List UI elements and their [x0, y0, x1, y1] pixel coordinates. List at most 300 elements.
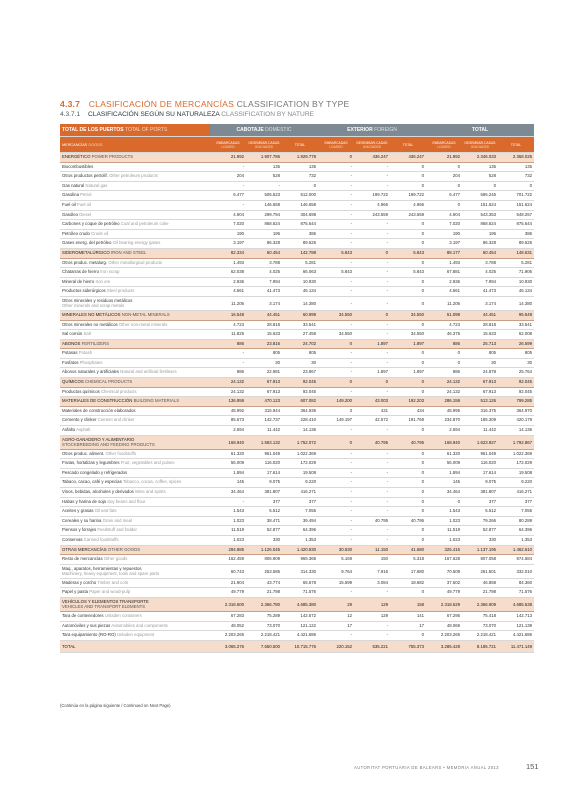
table-cell: 4.421.686	[282, 631, 318, 641]
row-label: Materiales de construcción elaborados	[60, 406, 210, 416]
table-cell: -	[354, 330, 390, 340]
table-cell: 799.285	[498, 397, 534, 407]
table-column-header	[60, 137, 534, 153]
table-cell: 253.585	[246, 564, 282, 578]
table-cell: 1.462.610	[498, 545, 534, 555]
table-cell: -	[354, 449, 390, 459]
table-cell: 330	[246, 535, 282, 545]
table-cell: -	[354, 588, 390, 598]
table-cell: -	[318, 229, 354, 239]
table-cell: 377	[282, 497, 318, 507]
table-cell: 30	[282, 358, 318, 368]
table-cell: 52.877	[246, 526, 282, 536]
table-cell: 961.049	[246, 449, 282, 459]
table-cell: 62.008	[498, 330, 534, 340]
row-label: Automóviles y sus piezas Automobiles and components	[60, 621, 210, 631]
table-cell: 806.909	[246, 555, 282, 565]
table-cell: 2.694	[210, 426, 246, 436]
table-cell: 4.661	[426, 287, 462, 297]
table-cell: 6.477	[426, 191, 462, 201]
table-row	[60, 468, 534, 478]
table-cell: 190	[426, 229, 462, 239]
table-row	[60, 416, 534, 426]
table-cell: 875.644	[498, 220, 534, 230]
table-cell: 607.082	[282, 397, 318, 407]
table-cell: 0	[354, 248, 390, 258]
table-cell: 974.684	[498, 555, 534, 565]
table-cell: 46.134	[498, 287, 534, 297]
table-cell: 3.065.276	[210, 640, 246, 652]
table-cell: 0	[390, 296, 426, 310]
table-cell: 243.559	[354, 210, 390, 220]
table-cell: -	[354, 239, 390, 249]
table-cell: 17.680	[390, 564, 426, 578]
table-cell: 386	[282, 229, 318, 239]
table-cell: 1.897	[390, 339, 426, 349]
row-label: Piensos y forrajes Feedstuff and fodder	[60, 526, 210, 536]
table-row	[60, 488, 534, 498]
table-cell: 41.680	[390, 545, 426, 555]
table-cell: -	[318, 368, 354, 378]
category-row	[60, 153, 534, 163]
table-cell: 2.936	[426, 277, 462, 287]
table-cell: -	[354, 478, 390, 488]
row-label: Tabaco, cacao, café y especias Tobacco, cocoa, coffee, spices	[60, 478, 210, 488]
table-cell: 2.318.629	[426, 597, 462, 611]
category-row	[60, 310, 534, 320]
table-cell: 11.442	[246, 426, 282, 436]
table-row	[60, 287, 534, 297]
table-cell: 0	[390, 181, 426, 191]
column-unloaded: DESEMBAR-CADAS UNLOADED	[462, 137, 498, 153]
table-cell: -	[354, 621, 390, 631]
table-cell: 44.451	[246, 310, 282, 320]
row-label: Otros produc. aliment. Other foodstuffs	[60, 449, 210, 459]
table-row	[60, 555, 534, 565]
table-cell: 92.045	[282, 387, 318, 397]
table-cell: 2.936	[210, 277, 246, 287]
table-cell: -	[318, 459, 354, 469]
table-cell: 65.678	[282, 578, 318, 588]
row-label: Asfalto Asphalt	[60, 426, 210, 436]
table-cell: 21.992	[426, 153, 462, 163]
table-cell: 5.843	[318, 268, 354, 278]
row-label: Abonos naturales y artificiales Natural and artificial fertilisers	[60, 368, 210, 378]
table-cell: -	[318, 239, 354, 249]
table-cell: 535.221	[354, 640, 390, 652]
table-cell: 1.022.369	[498, 449, 534, 459]
table-cell: 64.396	[498, 526, 534, 536]
table-cell: 0	[390, 358, 426, 368]
table-cell: -	[354, 181, 390, 191]
table-cell: 148.631	[498, 248, 534, 258]
table-cell: 34.550	[390, 330, 426, 340]
table-cell: 513.126	[462, 397, 498, 407]
row-label: Conservas Canned foodstuffs	[60, 535, 210, 545]
table-cell: 1.894	[210, 468, 246, 478]
table-cell: 73.070	[246, 621, 282, 631]
table-cell: 1.420.930	[282, 545, 318, 555]
table-cell: 961.049	[462, 449, 498, 459]
group-domestic: CABOTAJE DOMESTIC	[210, 124, 318, 137]
table-cell: 304.698	[282, 210, 318, 220]
table-cell: 2.318.600	[210, 597, 246, 611]
table-cell: 1.897	[354, 368, 390, 378]
table-cell: -	[318, 449, 354, 459]
table-cell: 0	[390, 478, 426, 488]
table-cell: 886	[210, 339, 246, 349]
table-cell: -	[354, 535, 390, 545]
table-cell: 62.038	[210, 268, 246, 278]
table-cell: 377	[246, 497, 282, 507]
table-cell: 294.885	[210, 545, 246, 555]
table-cell: 2.366.780	[246, 597, 282, 611]
row-label: Biocombustibles	[60, 162, 210, 172]
table-cell: 4.025	[246, 268, 282, 278]
category-row	[60, 248, 534, 258]
table-cell: 11.150	[354, 545, 390, 555]
category-row	[60, 545, 534, 555]
table-cell: 0	[390, 162, 426, 172]
table-cell: -	[210, 358, 246, 368]
table-cell: 4.685.380	[282, 597, 318, 611]
table-cell: 0	[390, 497, 426, 507]
table-cell: 5.281	[282, 258, 318, 268]
table-row	[60, 277, 534, 287]
table-cell: 199.722	[354, 191, 390, 201]
table-cell: 52.877	[462, 526, 498, 536]
table-cell: 377	[462, 497, 498, 507]
table-cell: 172.029	[282, 459, 318, 469]
table-cell: 886	[210, 368, 246, 378]
table-cell: 88.177	[426, 248, 462, 258]
table-cell: 66.063	[282, 268, 318, 278]
table-cell: 196	[462, 229, 498, 239]
table-group-header	[60, 124, 534, 137]
table-cell: 24.132	[210, 378, 246, 388]
table-cell: 4.904	[210, 210, 246, 220]
table-cell: -	[210, 497, 246, 507]
table-cell: 30	[246, 358, 282, 368]
row-label: QUÍMICOS CHEMICAL PRODUCTS	[60, 378, 210, 388]
table-cell: 43.003	[354, 397, 390, 407]
total-row	[60, 640, 534, 652]
table-cell: 56.009	[426, 459, 462, 469]
table-cell: 73.070	[462, 621, 498, 631]
table-cell: 1.929.778	[282, 153, 318, 163]
table-row	[60, 631, 534, 641]
table-cell: 416.271	[282, 488, 318, 498]
table-cell: 121.122	[282, 621, 318, 631]
table-cell: 30	[462, 358, 498, 368]
table-row	[60, 459, 534, 469]
table-cell: 51.098	[426, 310, 462, 320]
table-cell: -	[354, 387, 390, 397]
table-cell: 86.328	[462, 239, 498, 249]
table-cell: 48.995	[426, 406, 462, 416]
table-cell: -	[210, 200, 246, 210]
table-cell: 386	[498, 229, 534, 239]
table-cell: -	[354, 358, 390, 368]
row-label: MINERALES NO METÁLICOS NON-METAL MINERALS	[60, 310, 210, 320]
subsection-heading	[60, 111, 314, 118]
table-cell: 12	[318, 611, 354, 621]
table-cell: -	[318, 516, 354, 526]
table-row	[60, 268, 534, 278]
row-label: Fuel oil Fuel oil	[60, 200, 210, 210]
table-cell: 364.970	[498, 406, 534, 416]
table-corner-label: TOTAL DE LOS PUERTOS TOTAL OF PORTS	[60, 124, 210, 137]
row-label: Otros minerales y residuos metálicos Other minerals and scrap metals	[60, 296, 210, 310]
table-cell: 14.136	[282, 426, 318, 436]
row-label: TOTAL	[60, 640, 210, 652]
table-cell: 15.633	[462, 330, 498, 340]
table-cell: 2.694	[426, 426, 462, 436]
table-cell: 436.247	[390, 153, 426, 163]
table-cell: -	[318, 349, 354, 359]
column-total: TOTAL	[282, 137, 318, 153]
table-cell: 192.203	[390, 397, 426, 407]
table-cell: 46.375	[426, 330, 462, 340]
table-cell: 29	[318, 597, 354, 611]
table-cell: 33.541	[498, 320, 534, 330]
table-cell: 3.788	[246, 258, 282, 268]
table-cell: 60.743	[210, 564, 246, 578]
table-cell: 11.442	[462, 426, 498, 436]
row-label: Habas y harina de soja Soy beans and flour	[60, 497, 210, 507]
table-cell: 0	[390, 387, 426, 397]
table-row	[60, 406, 534, 416]
table-cell: -	[210, 349, 246, 359]
table-cell: 0	[390, 468, 426, 478]
table-cell: 14.380	[282, 296, 318, 310]
table-cell: -	[318, 588, 354, 598]
column-loaded: EMBARCADAS LOADED	[318, 137, 354, 153]
table-row	[60, 349, 534, 359]
table-cell: -	[318, 210, 354, 220]
table-cell: 3.197	[426, 239, 462, 249]
table-cell: 7.055	[498, 507, 534, 517]
table-cell: 5.843	[390, 268, 426, 278]
table-cell: 204	[426, 172, 462, 182]
table-cell: -	[354, 229, 390, 239]
table-cell: 167.628	[426, 555, 462, 565]
table-cell: 8.185.721	[462, 640, 498, 652]
table-cell: 25.713	[462, 339, 498, 349]
row-label: Productos químicos Chemical products	[60, 387, 210, 397]
table-cell: 34.550	[390, 310, 426, 320]
table-cell: 0	[318, 339, 354, 349]
table-cell: 330	[462, 535, 498, 545]
table-cell: 1.353	[498, 535, 534, 545]
table-cell: 42.572	[354, 416, 390, 426]
table-cell: 28.818	[462, 320, 498, 330]
table-cell: -	[246, 181, 282, 191]
table-cell: 0	[390, 488, 426, 498]
table-cell: 71.576	[498, 588, 534, 598]
table-cell: 135	[282, 162, 318, 172]
table-cell: 41.473	[462, 287, 498, 297]
table-cell: 34.464	[426, 488, 462, 498]
table-cell: 38.471	[246, 516, 282, 526]
table-cell: 0	[390, 588, 426, 598]
table-cell: 286.159	[426, 397, 462, 407]
table-cell: -	[318, 468, 354, 478]
table-cell: 0	[426, 200, 462, 210]
table-cell: 1.493	[426, 258, 462, 268]
table-row	[60, 449, 534, 459]
table-cell: 0	[498, 181, 534, 191]
table-cell: 505.523	[246, 191, 282, 201]
table-cell: 1.023	[426, 535, 462, 545]
table-cell: 142.713	[498, 611, 534, 621]
table-cell: 543.353	[462, 210, 498, 220]
row-label: ENERGÉTICO POWER PRODUCTS	[60, 153, 210, 163]
table-cell: -	[318, 258, 354, 268]
table-cell: -	[354, 459, 390, 469]
table-cell: 528	[246, 172, 282, 182]
table-cell: 875.644	[282, 220, 318, 230]
table-cell: 434	[390, 406, 426, 416]
table-cell: 5.169	[318, 555, 354, 565]
column-unloaded: DESEMBAR-CADAS UNLOADED	[246, 137, 282, 153]
table-cell: 886	[426, 339, 462, 349]
table-cell: 48.069	[426, 621, 462, 631]
table-cell: 23.867	[282, 368, 318, 378]
row-label: Gasóleo Diesel	[60, 210, 210, 220]
table-cell: -	[318, 478, 354, 488]
table-row	[60, 220, 534, 230]
table-cell: 243.559	[390, 210, 426, 220]
table-cell: 2.218.421	[462, 631, 498, 641]
row-label: Gases energ. del petróleo Oil bearing energy gases	[60, 239, 210, 249]
table-cell: -	[318, 358, 354, 368]
table-cell: 40.795	[390, 516, 426, 526]
table-cell: -	[318, 296, 354, 310]
table-cell: 92.045	[498, 387, 534, 397]
row-label: Resto de mercancías Other goods	[60, 555, 210, 565]
table-cell: 92.045	[498, 378, 534, 388]
table-cell: 5.512	[246, 507, 282, 517]
table-cell: 60.454	[246, 248, 282, 258]
table-row	[60, 526, 534, 536]
table-cell: 261.501	[462, 564, 498, 578]
table-cell: -	[318, 507, 354, 517]
table-cell: 0	[390, 449, 426, 459]
table-cell: 21.904	[210, 578, 246, 588]
table-cell: 190	[210, 229, 246, 239]
table-cell: 1.543	[210, 507, 246, 517]
table-cell: 149.197	[318, 416, 354, 426]
table-cell: 5.512	[462, 507, 498, 517]
table-row	[60, 200, 534, 210]
table-row	[60, 478, 534, 488]
group-foreign: EXTERIOR FOREIGN	[318, 124, 426, 137]
table-cell: 11.471.149	[498, 640, 534, 652]
table-cell: 755.373	[390, 640, 426, 652]
row-label: Cereales y su harina Grain and meal	[60, 516, 210, 526]
table-cell: 0	[426, 497, 462, 507]
table-cell: 185.309	[462, 416, 498, 426]
table-cell: 22.981	[246, 368, 282, 378]
table-cell: 135	[462, 162, 498, 172]
row-label: Vinos, bebidas, alcoholes y derivados Wine and spirits	[60, 488, 210, 498]
table-cell: -	[354, 468, 390, 478]
table-cell: 79.266	[462, 516, 498, 526]
table-cell: 0	[426, 181, 462, 191]
table-cell: 1.907.786	[246, 153, 282, 163]
table-cell: 116.020	[246, 459, 282, 469]
table-cell: 5.843	[318, 248, 354, 258]
table-cell: 868.624	[462, 220, 498, 230]
table-cell: 89.525	[282, 239, 318, 249]
table-cell: 9.075	[462, 478, 498, 488]
table-row	[60, 387, 534, 397]
table-cell: 67.913	[462, 378, 498, 388]
table-cell: 316.375	[462, 406, 498, 416]
table-cell: -	[354, 287, 390, 297]
table-cell: 40.795	[354, 516, 390, 526]
table-cell: 11.519	[426, 526, 462, 536]
table-row	[60, 358, 534, 368]
table-cell: -	[354, 162, 390, 172]
table-cell: -	[354, 268, 390, 278]
column-total: TOTAL	[390, 137, 426, 153]
row-label: VEHÍCULOS Y ELEMENTOS TRANSPORTE VEHICLES AND TRANSPORT ELEMENTS	[60, 597, 210, 611]
table-cell: 0	[390, 459, 426, 469]
table-cell: 0	[426, 349, 462, 359]
table-cell: 199.722	[390, 191, 426, 201]
row-label: Productos siderúrgicos Steel products	[60, 287, 210, 297]
table-cell: 43.774	[246, 578, 282, 588]
table-cell: 1.543	[426, 507, 462, 517]
table-cell: 7.994	[462, 277, 498, 287]
table-cell: 5.281	[498, 258, 534, 268]
subsection-title-es: CLASIFICACIÓN SEGÚN SU NATURALEZA	[88, 111, 220, 118]
table-cell: 19.508	[282, 468, 318, 478]
row-label: Fosfatos Phosphates	[60, 358, 210, 368]
table-cell: 1.583.132	[246, 435, 282, 449]
row-label: Carbones y coque de petróleo Coal and petroleum coke	[60, 220, 210, 230]
table-cell: 528	[462, 172, 498, 182]
table-cell: 1.023	[210, 516, 246, 526]
section-title-es: CLASIFICACIÓN DE MERCANCÍAS	[88, 99, 235, 109]
table-cell: 1.897	[390, 368, 426, 378]
row-label: Otros produc. metalurg. Other metallurgical products	[60, 258, 210, 268]
table-cell: 151.624	[462, 200, 498, 210]
table-cell: 0	[390, 229, 426, 239]
table-cell: 2.218.421	[246, 631, 282, 641]
row-label: Otros minerales no metálicos Other non-metal minerals	[60, 320, 210, 330]
table-row	[60, 621, 534, 631]
table-cell: -	[318, 387, 354, 397]
table-cell: -	[318, 191, 354, 201]
table-cell: 1.023	[426, 516, 462, 526]
table-cell: 0	[390, 320, 426, 330]
table-cell: 381.807	[246, 488, 282, 498]
table-cell: 48.992	[210, 406, 246, 416]
table-cell: 7.650.500	[246, 640, 282, 652]
table-cell: 4.966	[354, 200, 390, 210]
table-cell: 0	[354, 378, 390, 388]
row-label: Petróleo crudo Crude oil	[60, 229, 210, 239]
table-cell: 56.009	[210, 459, 246, 469]
table-cell: 436.247	[354, 153, 390, 163]
table-row	[60, 516, 534, 526]
table-cell: 7.994	[246, 277, 282, 287]
row-label: Chatarras de hierro Iron scrap	[60, 268, 210, 278]
row-label: Frutas, hortalizas y legumbres Fruit, vegetables and pulses	[60, 459, 210, 469]
